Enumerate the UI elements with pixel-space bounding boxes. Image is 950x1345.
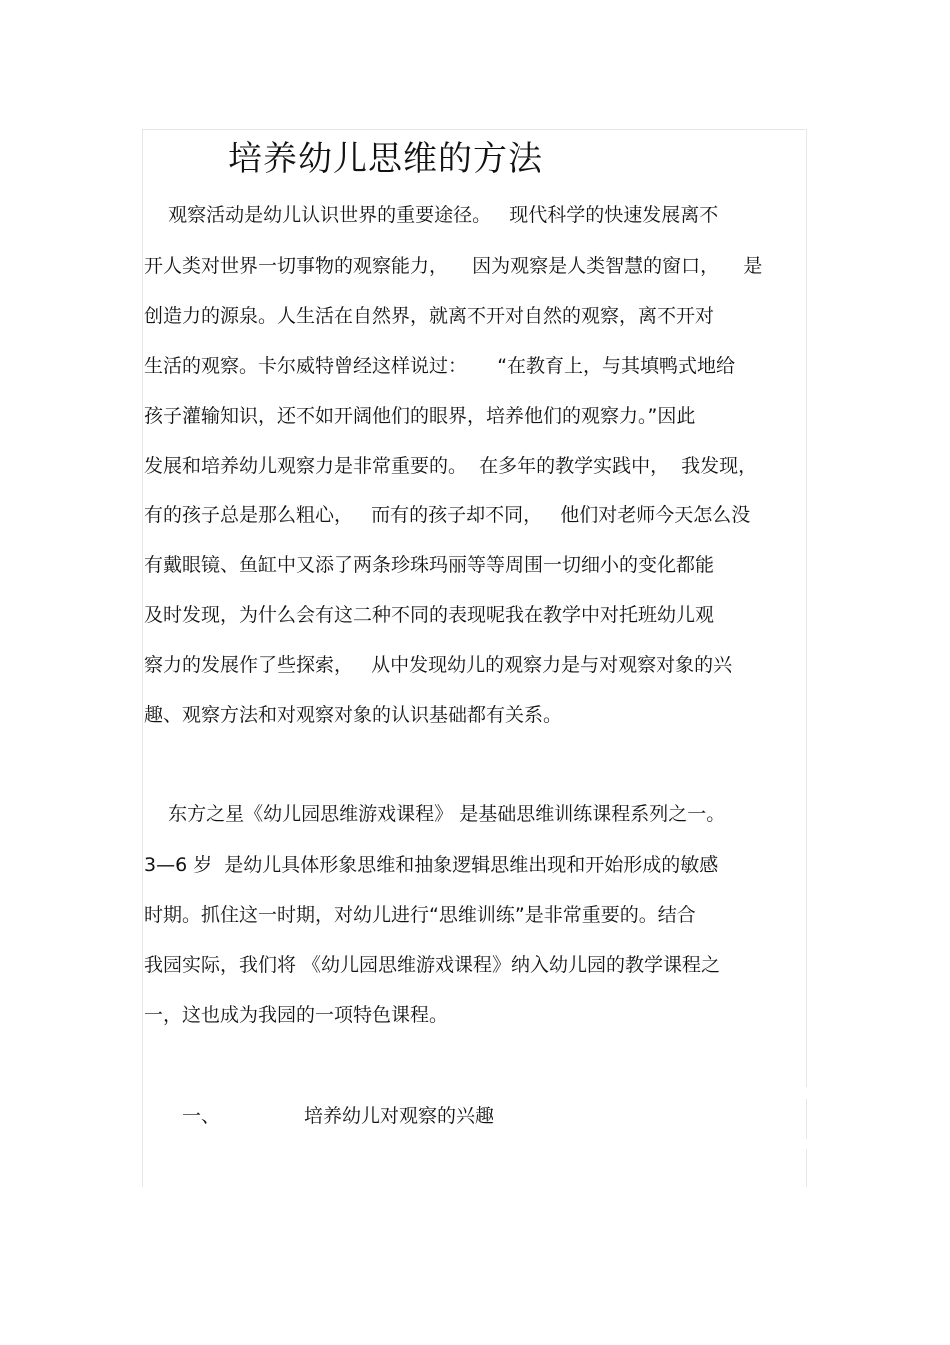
paragraph-line: 3—6 岁 是幼儿具体形象思维和抽象逻辑思维出现和开始形成的敏感: [144, 854, 719, 876]
paragraph-line: 及时发现，为什么会有这二种不同的表现呢我在教学中对托班幼儿观: [144, 604, 715, 626]
paragraph-line: 趣、观察方法和对观察对象的认识基础都有关系。: [144, 704, 563, 726]
paragraph-line: 一，这也成为我园的一项特色课程。: [144, 1004, 449, 1026]
paragraph-line: 察力的发展作了些探索， 从中发现幼儿的观察力是与对观察对象的兴: [144, 654, 733, 676]
paragraph-line: 时期。抓住这一时期，对幼儿进行“思维训练”是非常重要的。结合: [144, 904, 696, 926]
document-title: 培养幼儿思维的方法: [228, 139, 543, 179]
paragraph-line: 有戴眼镜、鱼缸中又添了两条珍珠玛丽等等周围一切细小的变化都能: [144, 554, 715, 576]
page-border-right: [806, 1099, 807, 1139]
paragraph-line: 发展和培养幼儿观察力是非常重要的。 在多年的教学实践中， 我发现，: [144, 455, 758, 477]
paragraph-line: 有的孩子总是那么粗心， 而有的孩子却不同， 他们对老师今天怎么没: [144, 504, 751, 526]
section-number: 一、: [182, 1105, 221, 1127]
paragraph-line: 孩子灌输知识，还不如开阔他们的眼界，培养他们的观察力。”因此: [144, 405, 696, 427]
paragraph-line: 观察活动是幼儿认识世界的重要途径。 现代科学的快速发展离不: [144, 204, 719, 226]
page-border-top: [142, 129, 807, 130]
paragraph-line: 生活的观察。卡尔威特曾经这样说过： “在教育上，与其填鸭式地给: [144, 355, 736, 377]
paragraph-line: 我园实际，我们将 《幼儿园思维游戏课程》纳入幼儿园的教学课程之: [144, 954, 721, 976]
paragraph-line: 东方之星《幼儿园思维游戏课程》 是基础思维训练课程系列之一。: [144, 803, 726, 825]
page-border-right: [806, 1149, 807, 1187]
paragraph-line: 开人类对世界一切事物的观察能力， 因为观察是人类智慧的窗口， 是: [144, 255, 763, 277]
paragraph-line: 创造力的源泉。人生活在自然界，就离不开对自然的观察，离不开对: [144, 305, 715, 327]
page-border-left: [142, 129, 143, 1187]
page-border-right: [806, 129, 807, 1087]
section-heading: 培养幼儿对观察的兴趣: [304, 1105, 495, 1127]
